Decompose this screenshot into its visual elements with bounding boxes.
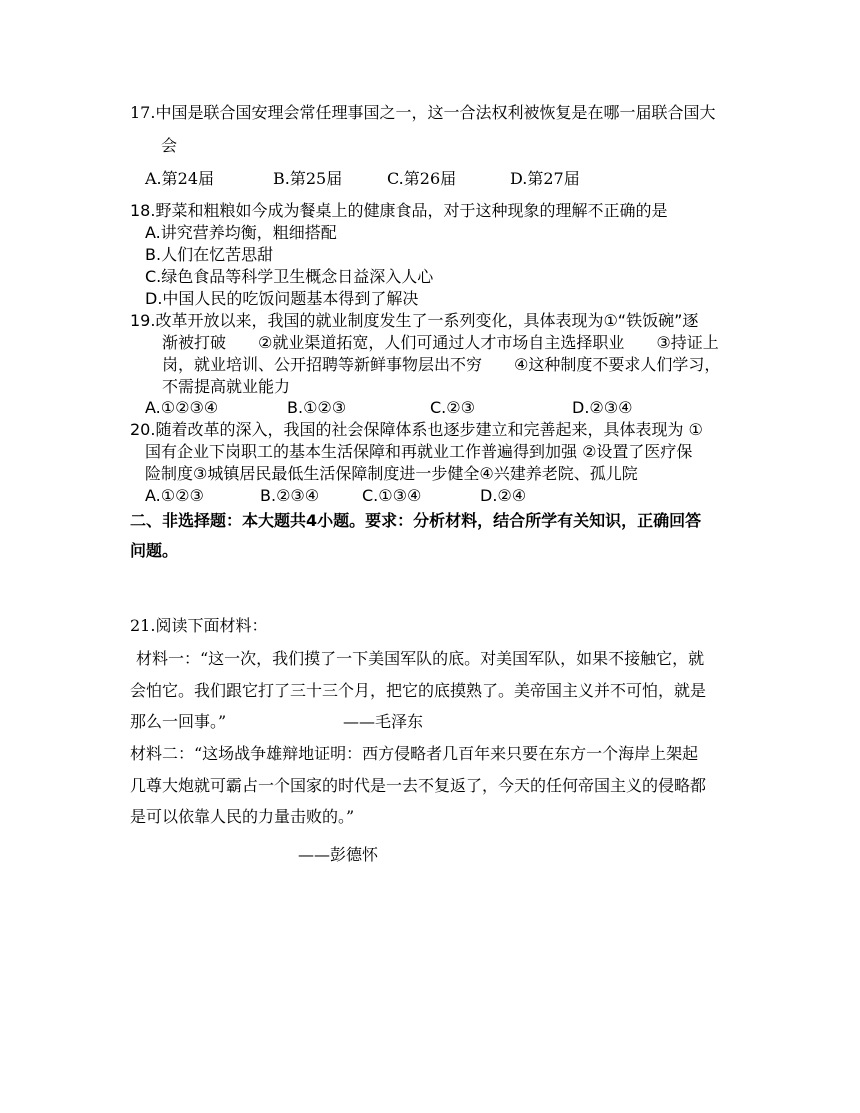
q20-option-c: C.①③④	[362, 486, 422, 505]
q21-material2-line2: 几尊大炮就可霸占一个国家的时代是一去不复返了，今天的任何帝国主义的侵略都	[130, 776, 707, 795]
q19-option-b: B.①②③	[287, 398, 347, 417]
q18-stem: 18.野菜和粗粮如今成为餐桌上的健康食品，对于这种现象的理解不正确的是	[130, 201, 668, 220]
q17-option-b: B.第25届	[273, 169, 343, 188]
q20-option-a: A.①②③	[145, 486, 204, 505]
q18-option-b: B.人们在忆苦思甜	[145, 245, 274, 264]
q20-option-d: D.②④	[480, 486, 527, 505]
q21-material2-author: ——彭德怀	[298, 845, 379, 864]
q19-stem-line4: 不需提高就业能力	[162, 377, 291, 396]
q20-stem-line3: 险制度③城镇居民最低生活保障制度进一步健全④兴建养老院、孤儿院	[145, 464, 638, 483]
q17-option-a: A.第24届	[145, 169, 215, 188]
q19-option-d: D.②③④	[572, 398, 633, 417]
q19-stem-line1: 19.改革开放以来，我国的就业制度发生了一系列变化，具体表现为①“铁饭碗”逐	[130, 311, 699, 330]
q17-option-c: C.第26届	[387, 169, 457, 188]
q21-intro: 21.阅读下面材料：	[130, 616, 268, 635]
q21-material2-line3: 是可以依靠人民的力量击败的。”	[130, 807, 355, 826]
q20-option-b: B.②③④	[260, 486, 320, 505]
q19-stem-line2: 渐被打破 ②就业渠道拓宽，人们可通过人才市场自主选择职业 ③持证上	[162, 333, 719, 352]
q19-stem-line3: 岗，就业培训、公开招聘等新鲜事物层出不穷 ④这种制度不要求人们学习，	[162, 355, 721, 374]
q21-material1-line3: 那么一回事。”	[130, 712, 227, 731]
q17-stem-line2: 会	[161, 136, 178, 155]
q20-stem-line1: 20.随着改革的深入，我国的社会保障体系也逐步建立和完善起来，具体表现为 ①	[130, 420, 703, 439]
q17-option-d: D.第27届	[510, 169, 580, 188]
q18-option-c: C.绿色食品等科学卫生概念日益深入人心	[145, 267, 434, 286]
q18-option-d: D.中国人民的吃饭问题基本得到了解决	[145, 289, 419, 308]
q18-option-a: A.讲究营养均衡，粗细搭配	[145, 223, 337, 242]
q20-stem-line2: 国有企业下岗职工的基本生活保障和再就业工作普遍得到加强 ②设置了医疗保	[145, 442, 693, 461]
q21-material1-line1: 材料一：“这一次，我们摸了一下美国军队的底。对美国军队，如果不接触它，就	[136, 649, 705, 668]
q21-material1-line2: 会怕它。我们跟它打了三十三个月，把它的底摸熟了。美帝国主义并不可怕，就是	[130, 681, 707, 700]
q17-stem-line1: 17.中国是联合国安理会常任理事国之一，这一合法权利被恢复是在哪一届联合国大	[130, 103, 716, 122]
section-2-line1: 二、非选择题：本大题共4小题。要求：分析材料，结合所学有关知识，正确回答	[130, 511, 702, 530]
section-2-line2: 问题。	[130, 541, 179, 560]
q19-option-c: C.②③	[430, 398, 475, 417]
q21-material2-line1: 材料二：“这场战争雄辩地证明：西方侵略者几百年来只要在东方一个海岸上架起	[130, 744, 699, 763]
q21-material1-author: ——毛泽东	[343, 712, 424, 731]
q19-option-a: A.①②③④	[145, 398, 219, 417]
